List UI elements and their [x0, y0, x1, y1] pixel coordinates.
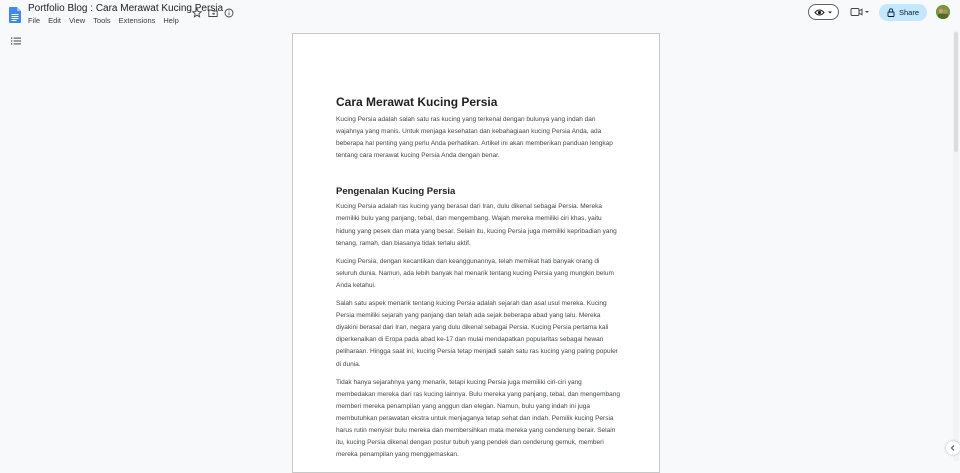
move-folder-icon[interactable]	[208, 5, 218, 15]
page-title: Cara Merawat Kucing Persia	[336, 95, 498, 109]
avatar[interactable]	[936, 5, 950, 19]
top-bar	[0, 0, 960, 30]
editing-mode-button[interactable]	[808, 4, 839, 20]
document-outline-icon[interactable]	[11, 37, 21, 45]
menu-file[interactable]: File	[28, 16, 41, 25]
chevron-left-icon	[949, 444, 957, 452]
side-panel-toggle[interactable]	[946, 441, 960, 455]
share-label: Share	[899, 8, 920, 17]
document-title[interactable]: Portfolio Blog : Cara Merawat Kucing Persia	[28, 3, 224, 14]
menu-view[interactable]: View	[69, 16, 86, 25]
star-icon[interactable]	[192, 5, 202, 15]
docs-logo-icon[interactable]	[9, 7, 21, 23]
paragraph: Tidak hanya sejarahnya yang menarik, tetapi kucing Persia juga memiliki ciri-ciri yang membedakan mereka dari ras kucing lainnya. Bulu mereka yang panjang, tebal, dan mengembang memberi mereka penampilan yang anggun dan elegan. Namun, bulu yang indah ini juga membutuhkan perawatan ekstra untuk menjaganya tetap sehat dan indah. Pemilik kucing Persia harus rutin menyisir bulu mereka dan membersihkan mata mereka yang cenderung berair. Selain itu, kucing Persia dikenal dengan postur tubuh yang pendek dan cenderung gemuk, memberi mereka penampilan yang menggemaskan.	[336, 378, 621, 459]
menu-help[interactable]: Help	[163, 16, 179, 25]
document-status-icon[interactable]	[224, 5, 234, 15]
document-page[interactable]	[292, 33, 660, 473]
scrollbar-thumb[interactable]	[954, 32, 958, 152]
section-heading: Pengenalan Kucing Persia	[336, 186, 456, 198]
menu-tools[interactable]: Tools	[93, 16, 111, 25]
paragraph: Kucing Persia, dengan kecantikan dan keanggunannya, telah memikat hati banyak orang di seluruh dunia. Namun, ada lebih banyak hal menarik tentang kucing Persia yang mungkin belum Anda ketahui.	[336, 257, 614, 289]
menu-edit[interactable]: Edit	[48, 16, 62, 25]
paragraph: Kucing Persia adalah ras kucing yang berasal dari Iran, dulu dikenal sebagai Persia. Mereka memiliki bulu yang panjang, tebal, dan mengembang. Wajah mereka memiliki ciri khas, yaitu hidung yang pesek dan mata yang besar. Selain itu, kucing Persia juga memiliki kepribadian yang tenang, ramah, dan biasanya tidak terlalu aktif.	[336, 203, 617, 247]
paragraph: Salah satu aspek menarik tentang kucing Persia adalah sejarah dan asal usul mereka. Kucing Persia memiliki sejarah yang panjang dan telah ada sejak beberapa abad yang lalu. Mereka diyakini berasal dari Iran, negara yang dulu dikenal sebagai Persia. Kucing Persia pertama kali diperkenalkan di Eropa pada abad ke-17 dan mulai mendapatkan popularitas sebagai hewan peliharaan. Hingga saat ini, kucing Persia tetap menjadi salah satu ras kucing yang paling populer di dunia.	[336, 300, 618, 368]
share-button[interactable]	[879, 4, 927, 21]
document-body[interactable]	[336, 95, 621, 467]
intro-paragraph: Kucing Persia adalah salah satu ras kucing yang terkenal dengan bulunya yang indah dan wajahnya yang manis. Untuk menjaga kesehatan dan kebahagiaan kucing Persia Anda, ada beberapa hal penting yang perlu Anda perhatikan. Artikel ini akan memberikan panduan lengkap tentang cara merawat kucing Persia Anda dengan benar.	[336, 116, 613, 160]
menu-bar	[28, 16, 179, 25]
meet-video-icon[interactable]	[850, 7, 870, 17]
chevron-down-icon	[828, 12, 832, 14]
lock-icon	[887, 8, 895, 17]
menu-extensions[interactable]: Extensions	[118, 16, 156, 25]
